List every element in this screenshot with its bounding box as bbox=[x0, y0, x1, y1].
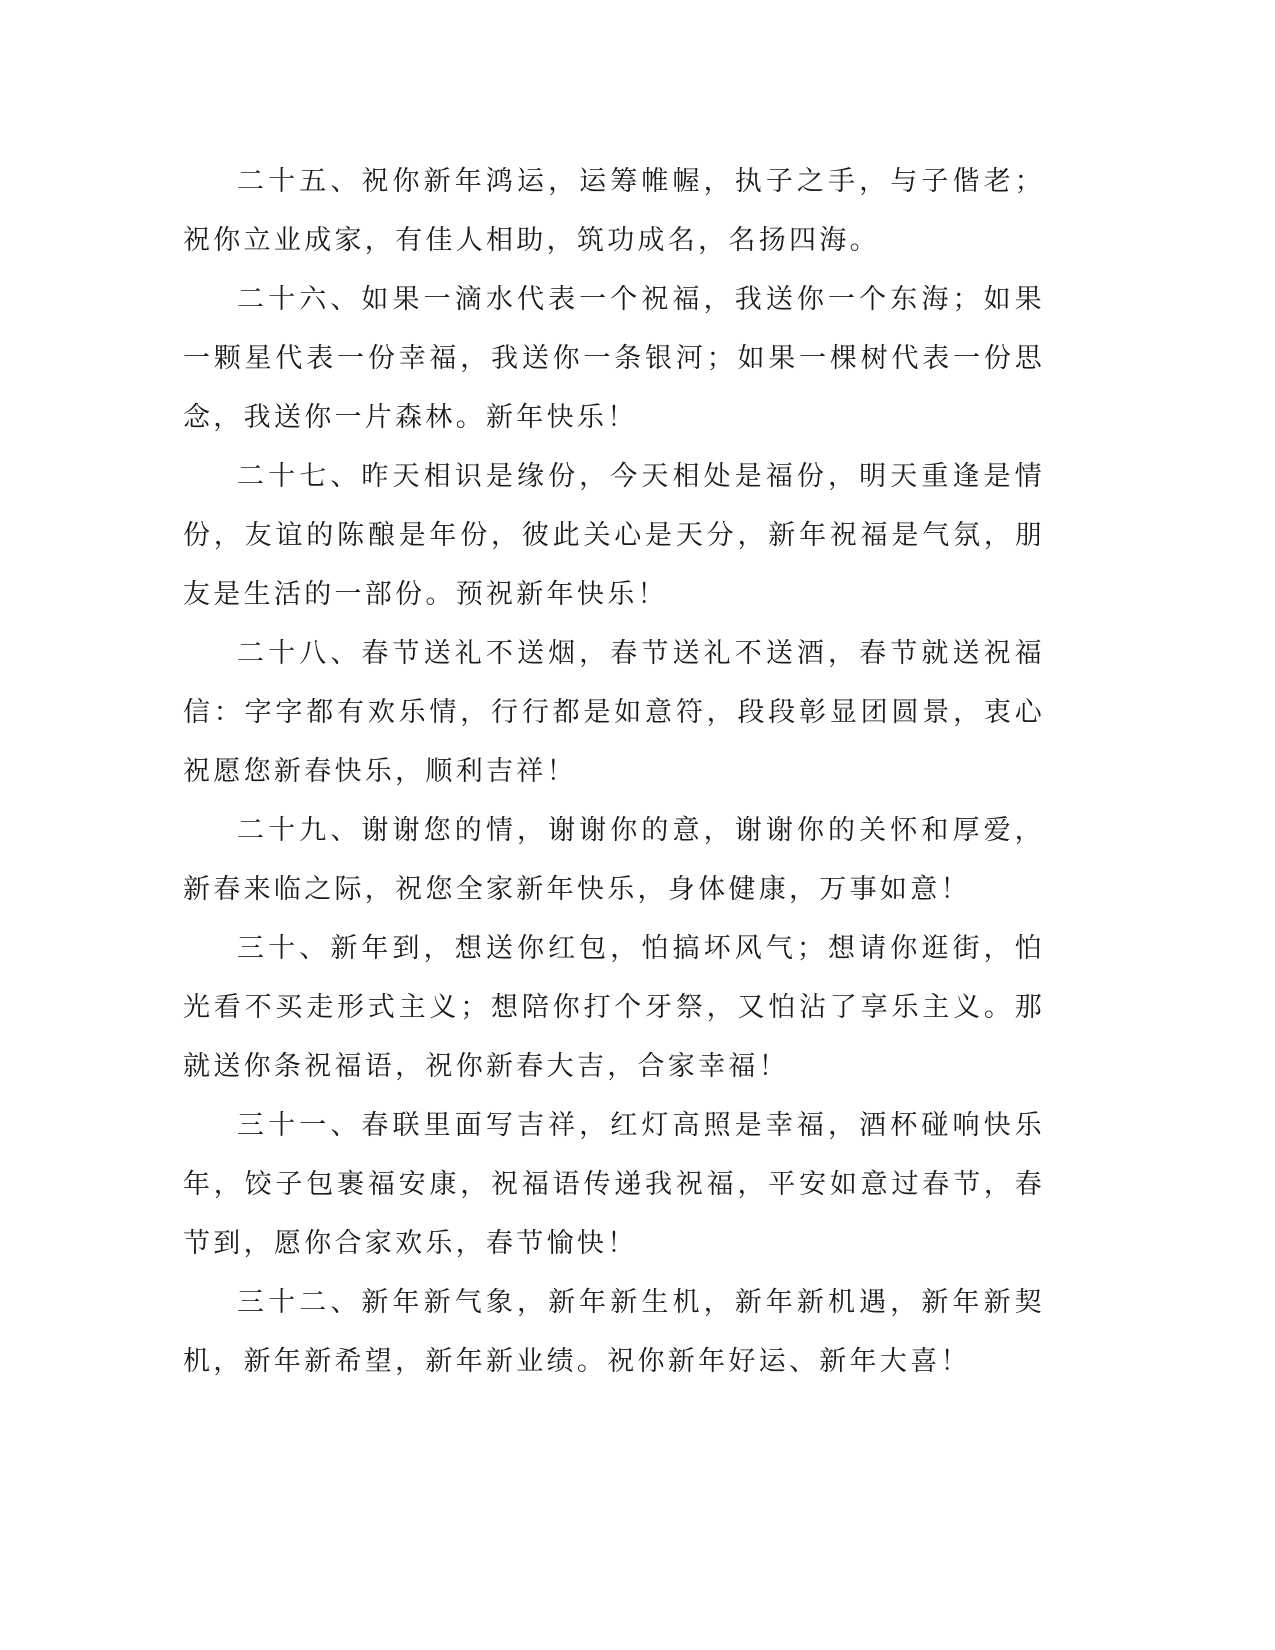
paragraph-26: 二十六、如果一滴水代表一个祝福，我送你一个东海；如果一颗星代表一份幸福，我送你一条银河；如果一棵树代表一份思念，我送你一片森林。新年快乐！ bbox=[183, 284, 1045, 433]
paragraph-29: 二十九、谢谢您的情，谢谢你的意，谢谢你的关怀和厚爱，新春来临之际，祝您全家新年快乐，身体健康，万事如意！ bbox=[183, 815, 1045, 905]
paragraph-32: 三十二、新年新气象，新年新生机，新年新机遇，新年新契机，新年新希望，新年新业绩。祝你新年好运、新年大喜！ bbox=[183, 1287, 1045, 1377]
paragraph-27: 二十七、昨天相识是缘份，今天相处是福份，明天重逢是情份，友谊的陈酿是年份，彼此关心是天分，新年祝福是气氛，朋友是生活的一部份。预祝新年快乐！ bbox=[183, 461, 1045, 610]
paragraph-25: 二十五、祝你新年鸿运，运筹帷幄，执子之手，与子偕老；祝你立业成家，有佳人相助，筑功成名，名扬四海。 bbox=[183, 166, 1045, 256]
document-body bbox=[183, 152, 1045, 1391]
paragraph-30: 三十、新年到，想送你红包，怕搞坏风气；想请你逛街，怕光看不买走形式主义；想陪你打个牙祭，又怕沾了享乐主义。那就送你条祝福语，祝你新春大吉，合家幸福！ bbox=[183, 933, 1045, 1082]
paragraph-28: 二十八、春节送礼不送烟，春节送礼不送酒，春节就送祝福信：字字都有欢乐情，行行都是如意符，段段彰显团圆景，衷心祝愿您新春快乐，顺利吉祥！ bbox=[183, 638, 1045, 787]
paragraph-31: 三十一、春联里面写吉祥，红灯高照是幸福，酒杯碰响快乐年，饺子包裹福安康，祝福语传递我祝福，平安如意过春节，春节到，愿你合家欢乐，春节愉快！ bbox=[183, 1110, 1045, 1259]
